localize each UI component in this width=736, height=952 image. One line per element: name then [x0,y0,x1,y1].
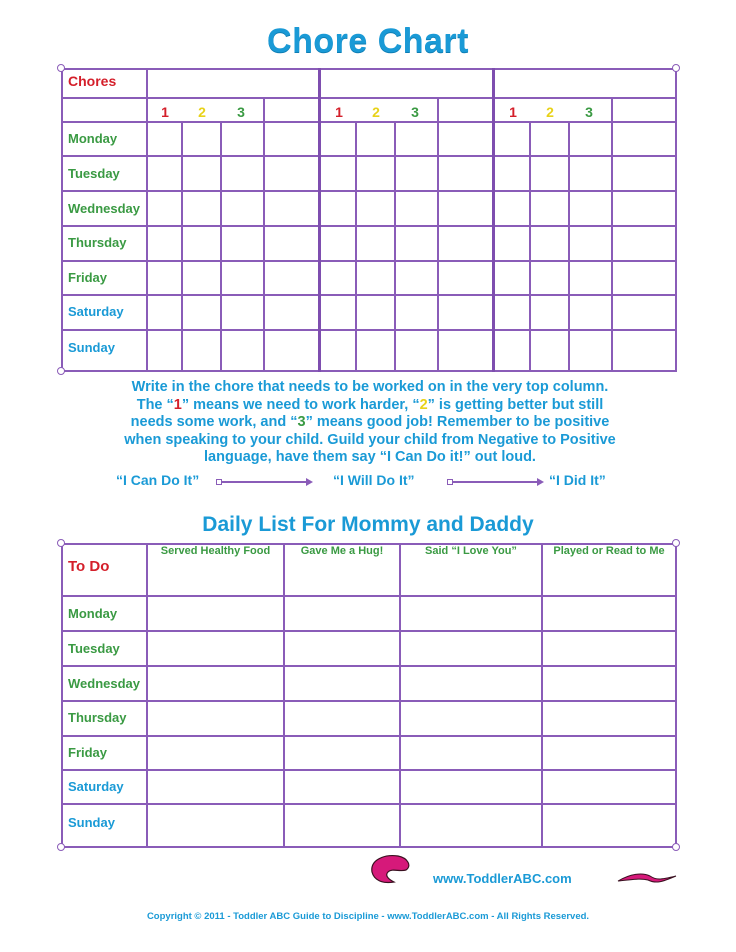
website-link[interactable]: www.ToddlerABC.com [433,871,572,886]
grid-line [318,68,321,372]
day-label-tuesday: Tuesday [68,166,120,181]
grid-line [437,97,439,372]
rating-3: 3 [237,104,245,120]
day-label-friday: Friday [68,270,108,285]
day-label-wednesday: Wednesday [68,201,141,216]
instructions-line [60,414,680,432]
todo-header-label: To Do [68,558,110,575]
rating-1-inline: 1 [173,396,182,413]
grid-line [568,121,570,372]
text-span: The “ [136,396,174,413]
column-header: Said “I Love You” [425,545,517,557]
grid-line [61,155,677,157]
grid-line [61,190,677,192]
grid-line [61,735,677,737]
grid-line [61,68,677,70]
page-title: Chore Chart [267,22,469,60]
grid-line [61,370,677,372]
corner-dot [57,367,65,375]
rating-3: 3 [585,104,593,120]
day-label-sunday: Sunday [68,815,115,830]
grid-line [529,121,531,372]
grid-line [61,121,677,123]
text-span: needs some work, and “ [130,414,298,430]
grid-line [61,665,677,667]
grid-line [61,294,677,296]
column-header: Played or Read to Me [553,545,665,557]
step-can-do: “I Can Do It” [116,472,200,488]
day-label-monday: Monday [68,606,118,621]
grid-line [61,700,677,702]
grid-line [61,630,677,632]
grid-line [492,68,495,372]
instructions-text [60,379,680,467]
grid-line [61,803,677,805]
grid-line [611,97,613,372]
rating-1: 1 [335,104,343,120]
day-label-monday: Monday [68,131,118,146]
step-did-it: “I Did It” [549,472,606,488]
grid-line [61,543,63,848]
daily-list-title: Daily List For Mommy and Daddy [202,513,534,536]
arrow-head-icon [306,478,313,486]
day-label-saturday: Saturday [68,304,124,319]
rating-2: 2 [198,104,206,120]
copyright-text: Copyright © 2011 - Toddler ABC Guide to Discipline - www.ToddlerABC.com - All Rights Reserved. [146,911,590,922]
day-label-wednesday: Wednesday [68,676,141,691]
day-label-sunday: Sunday [68,340,115,355]
corner-dot [57,64,65,72]
grid-line [675,543,677,848]
chores-header-label: Chores [68,73,117,89]
grid-line [283,543,285,848]
grid-line [394,121,396,372]
grid-line [61,68,63,372]
arrow-head-icon [537,478,544,486]
day-label-tuesday: Tuesday [68,641,120,656]
corner-dot [672,64,680,72]
grid-line [220,121,222,372]
text-span: ” means good job! Remember to be positive [305,414,610,430]
column-header: Gave Me a Hug! [300,545,384,557]
instructions-line: when speaking to your child. Guild your child from Negative to Positive [124,431,616,448]
grid-line [355,121,357,372]
grid-line [263,97,265,372]
grid-line [61,329,677,331]
rating-3: 3 [411,104,419,120]
step-will-do: “I Will Do It” [333,472,415,488]
day-label-thursday: Thursday [68,235,127,250]
grid-line [61,225,677,227]
rating-2: 2 [372,104,380,120]
day-label-thursday: Thursday [68,710,127,725]
grid-line [61,846,677,848]
grid-line [399,543,401,848]
column-header: Served Healthy Food [160,545,271,557]
arrow-icon [453,481,537,483]
grid-line [61,260,677,262]
rating-1: 1 [509,104,517,120]
instructions-line: language, have them say “I Can Do it!” out loud. [204,449,536,465]
rating-2-inline: 2 [419,396,428,413]
arrow-icon [222,481,306,483]
grid-line [541,543,543,848]
grid-line [181,121,183,372]
text-span: ” is getting better but still [427,396,604,413]
grid-line [61,595,677,597]
instructions-line [60,397,680,415]
rating-1: 1 [161,104,169,120]
logo-swoosh-icon [368,852,412,886]
grid-line [61,97,677,99]
grid-line [146,68,148,372]
text-span: ” means we need to work harder, “ [181,396,420,413]
grid-line [61,769,677,771]
corner-dot [672,843,680,851]
decorative-swoosh-icon [616,870,678,886]
corner-dot [57,843,65,851]
grid-line [146,543,148,848]
day-label-saturday: Saturday [68,779,124,794]
corner-dot [57,539,65,547]
rating-3-inline: 3 [297,414,306,430]
grid-line [675,68,677,372]
instructions-line: Write in the chore that needs to be worked on in the very top column. [131,379,609,395]
rating-2: 2 [546,104,554,120]
day-label-friday: Friday [68,745,108,760]
